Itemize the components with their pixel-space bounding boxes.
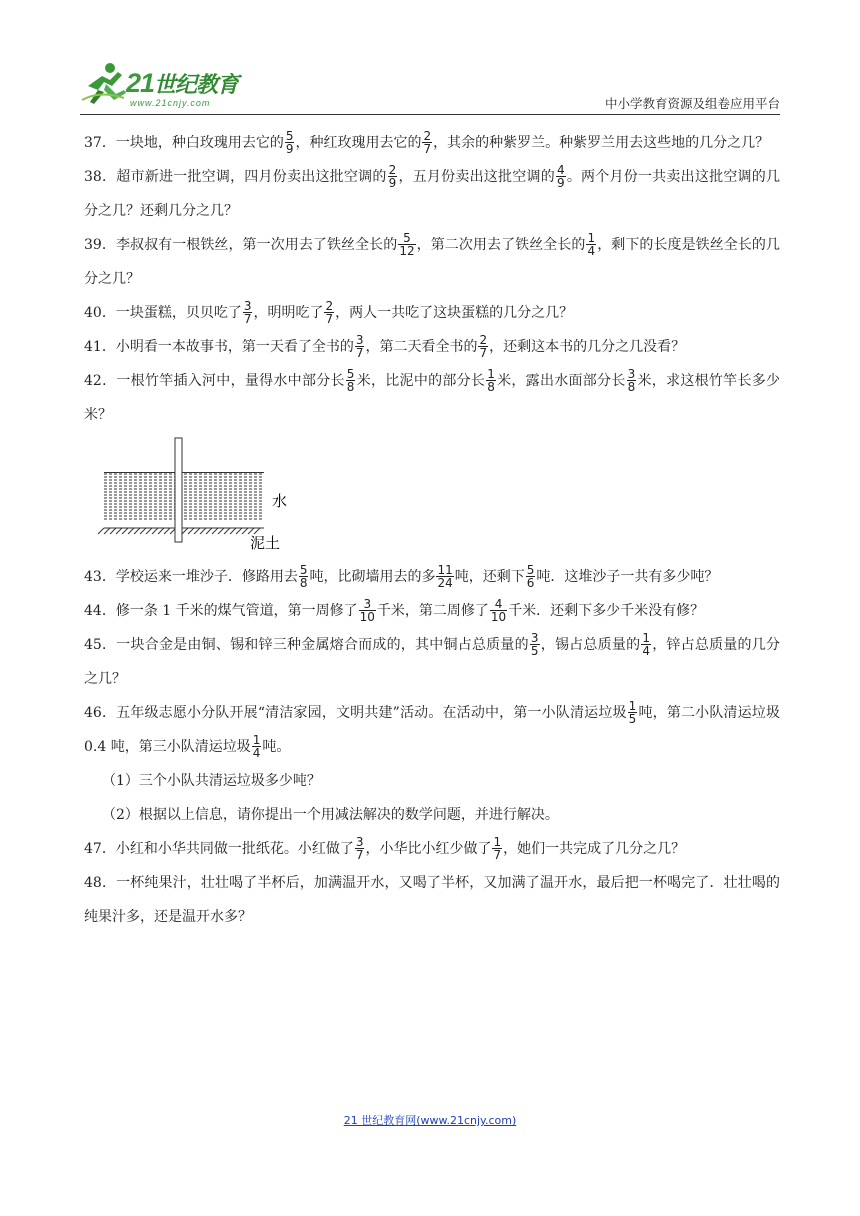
fraction-denominator: 24 bbox=[437, 575, 453, 590]
pole-diagram bbox=[84, 436, 324, 560]
platform-title: 中小学教育资源及组卷应用平台 bbox=[604, 96, 780, 111]
soil-label: 泥土 bbox=[250, 534, 281, 552]
fraction bbox=[526, 564, 536, 589]
fraction-numerator: 3 bbox=[627, 366, 636, 381]
water-label: 水 bbox=[272, 492, 288, 510]
question-text: 40．一块蛋糕，贝贝吃了 bbox=[84, 305, 242, 321]
question-text: 吨，还剩下 bbox=[454, 569, 525, 585]
fraction-denominator: 7 bbox=[479, 345, 488, 360]
fraction-numerator: 1 bbox=[628, 698, 637, 713]
question-text: 。两个月份一共卖出这批空调的几分之几？还剩几分之几？ bbox=[84, 169, 780, 219]
question-text: ，小华比小红少做了 bbox=[365, 841, 492, 857]
fraction bbox=[586, 232, 596, 257]
fraction-numerator: 11 bbox=[437, 562, 453, 577]
question-text: 41．小明看一本故事书，第一天看了全书的 bbox=[84, 339, 354, 355]
fraction-numerator: 4 bbox=[556, 162, 565, 177]
fraction-denominator: 7 bbox=[325, 311, 334, 326]
fraction bbox=[490, 598, 507, 623]
question-text: 吨，第二小队清运垃圾 0.4 吨，第三小队清运垃圾 bbox=[84, 705, 780, 755]
question-text: 吨。 bbox=[262, 739, 291, 755]
page-header bbox=[80, 60, 780, 120]
fraction-denominator: 4 bbox=[587, 243, 596, 258]
fraction bbox=[285, 130, 295, 155]
question-text: 39．李叔叔有一根铁丝，第一次用去了铁丝全长的 bbox=[84, 237, 398, 253]
fraction-numerator: 1 bbox=[252, 732, 261, 747]
fraction-numerator: 3 bbox=[243, 298, 252, 313]
question-q45 bbox=[84, 628, 780, 696]
fraction-numerator: 1 bbox=[587, 230, 596, 245]
question-text: ，第二天看全书的 bbox=[365, 339, 478, 355]
question-q42 bbox=[84, 364, 780, 432]
question-q39 bbox=[84, 228, 780, 296]
fraction bbox=[478, 334, 488, 359]
runner-logo-icon bbox=[80, 60, 128, 106]
question-text: 米，比泥中的部分长 bbox=[356, 373, 486, 389]
question-text: ，两人一共吃了这块蛋糕的几分之几？ bbox=[335, 305, 574, 321]
question-text: 千米，第二周修了 bbox=[376, 603, 489, 619]
fraction-numerator: 2 bbox=[388, 162, 397, 177]
fraction-numerator: 3 bbox=[355, 332, 364, 347]
logo-url: www.21cnjy.com bbox=[130, 98, 211, 108]
fraction bbox=[355, 334, 365, 359]
question-text: 吨，比砌墙用去的多 bbox=[309, 569, 436, 585]
fraction-numerator: 5 bbox=[346, 366, 355, 381]
fraction bbox=[530, 632, 540, 657]
question-text: ，锌占总质量的几分之几？ bbox=[84, 637, 781, 687]
question-text: （1）三个小队共清运垃圾多少吨？ bbox=[102, 773, 321, 789]
question-text: 吨．这堆沙子一共有多少吨？ bbox=[536, 569, 719, 585]
logo bbox=[80, 60, 280, 110]
fraction-numerator: 5 bbox=[526, 562, 535, 577]
fraction-denominator: 7 bbox=[493, 847, 502, 862]
fraction-numerator: 3 bbox=[359, 598, 376, 611]
fraction-denominator: 7 bbox=[423, 141, 432, 156]
fraction bbox=[422, 130, 432, 155]
question-q41 bbox=[84, 330, 780, 364]
fraction-denominator: 8 bbox=[299, 575, 308, 590]
fraction-denominator: 7 bbox=[355, 847, 364, 862]
question-q43 bbox=[84, 560, 780, 594]
fraction bbox=[492, 836, 502, 861]
fraction-numerator: 1 bbox=[642, 630, 650, 645]
fraction-denominator: 10 bbox=[490, 609, 507, 624]
fraction-denominator: 12 bbox=[399, 243, 415, 258]
question-text: 38．超市新进一批空调，四月份卖出这批空调的 bbox=[84, 169, 387, 185]
fraction-numerator: 3 bbox=[355, 834, 364, 849]
fraction bbox=[436, 564, 453, 589]
fraction-denominator: 4 bbox=[642, 643, 650, 658]
fraction-numerator: 2 bbox=[423, 128, 432, 143]
question-text: 千米．还剩下多少千米没有修？ bbox=[508, 603, 705, 619]
fraction-denominator: 10 bbox=[359, 609, 375, 624]
question-text: 44．修一条 1 千米的煤气管道，第一周修了 bbox=[84, 603, 358, 619]
fraction-denominator: 9 bbox=[388, 175, 397, 190]
fraction bbox=[243, 300, 253, 325]
fraction bbox=[388, 164, 398, 189]
fraction-denominator: 9 bbox=[285, 141, 294, 156]
fraction bbox=[556, 164, 566, 189]
fraction-denominator: 8 bbox=[627, 379, 636, 394]
question-text: ，还剩这本书的几分之几没看？ bbox=[489, 339, 686, 355]
fraction bbox=[398, 232, 415, 257]
question-text: ，剩下的长度是铁丝全长的几分之几？ bbox=[84, 237, 781, 287]
question-q38 bbox=[84, 160, 780, 228]
fraction-denominator: 4 bbox=[252, 745, 261, 760]
question-text: 米，求这根竹竿长多少米？ bbox=[84, 373, 781, 423]
fraction-numerator: 1 bbox=[493, 834, 502, 849]
fraction bbox=[346, 368, 356, 393]
fraction-numerator: 2 bbox=[325, 298, 334, 313]
question-text: ，其余的种紫罗兰。种紫罗兰用去这些地的几分之几？ bbox=[433, 135, 770, 151]
question-text: ，明明吃了 bbox=[253, 305, 324, 321]
question-q40 bbox=[84, 296, 780, 330]
question-text: 43．学校运来一堆沙子．修路用去 bbox=[84, 569, 298, 585]
fraction-numerator: 5 bbox=[299, 562, 308, 577]
fraction bbox=[324, 300, 334, 325]
fraction bbox=[299, 564, 309, 589]
question-text: ，种红玫瑰用去它的 bbox=[295, 135, 422, 151]
fraction-denominator: 5 bbox=[628, 711, 637, 726]
fraction-denominator: 5 bbox=[530, 643, 539, 658]
question-text: ，锡占总质量的 bbox=[540, 637, 641, 653]
question-text: ，她们一共完成了几分之几？ bbox=[503, 841, 686, 857]
question-q48 bbox=[84, 866, 780, 934]
fraction bbox=[355, 836, 365, 861]
fraction bbox=[628, 700, 638, 725]
footer-link[interactable]: 21 世纪教育网(www.21cnjy.com) bbox=[343, 1114, 517, 1127]
fraction-numerator: 5 bbox=[398, 232, 415, 245]
fraction-denominator: 6 bbox=[526, 575, 535, 590]
question-q46-2 bbox=[84, 798, 780, 832]
question-q37 bbox=[84, 126, 780, 160]
fraction bbox=[486, 368, 496, 393]
header-divider bbox=[80, 114, 780, 115]
fraction bbox=[641, 632, 651, 657]
fraction-denominator: 7 bbox=[355, 345, 364, 360]
question-q44 bbox=[84, 594, 780, 628]
fraction bbox=[627, 368, 637, 393]
question-list bbox=[84, 126, 780, 934]
fraction-numerator: 3 bbox=[530, 630, 539, 645]
fraction bbox=[252, 734, 262, 759]
question-text: 37．一块地，种白玫瑰用去它的 bbox=[84, 135, 284, 151]
question-text: 46．五年级志愿小分队开展“清洁家园，文明共建”活动。在活动中，第一小队清运垃圾 bbox=[84, 705, 627, 721]
question-text: 42．一根竹竿插入河中，量得水中部分长 bbox=[84, 373, 345, 389]
fraction bbox=[359, 598, 376, 623]
question-text: 米，露出水面部分长 bbox=[496, 373, 626, 389]
question-q46-1 bbox=[84, 764, 780, 798]
question-text: 48．一杯纯果汁，壮壮喝了半杯后，加满温开水，又喝了半杯，又加满了温开水，最后把一杯喝完了．壮壮喝的纯果汁多，还是温开水多？ bbox=[84, 875, 780, 925]
question-q46 bbox=[84, 696, 780, 764]
question-text: （2）根据以上信息，请你提出一个用减法解决的数学问题，并进行解决。 bbox=[102, 807, 559, 823]
fraction-denominator: 8 bbox=[487, 379, 495, 394]
bamboo-pole-figure bbox=[84, 436, 780, 560]
logo-text: 21世纪教育 bbox=[126, 68, 239, 98]
fraction-denominator: 9 bbox=[556, 175, 565, 190]
fraction-denominator: 8 bbox=[346, 379, 355, 394]
question-text: 45．一块合金是由铜、锡和锌三种金属熔合而成的，其中铜占总质量的 bbox=[84, 637, 529, 653]
fraction-numerator: 4 bbox=[490, 598, 507, 611]
fraction-denominator: 7 bbox=[243, 311, 252, 326]
fraction-numerator: 5 bbox=[285, 128, 294, 143]
question-text: 47．小红和小华共同做一批纸花。小红做了 bbox=[84, 841, 354, 857]
fraction-numerator: 1 bbox=[487, 366, 495, 381]
fraction-numerator: 2 bbox=[479, 332, 488, 347]
question-text: ，五月份卖出这批空调的 bbox=[398, 169, 555, 185]
question-q47 bbox=[84, 832, 780, 866]
question-text: ，第二次用去了铁丝全长的 bbox=[416, 237, 586, 253]
